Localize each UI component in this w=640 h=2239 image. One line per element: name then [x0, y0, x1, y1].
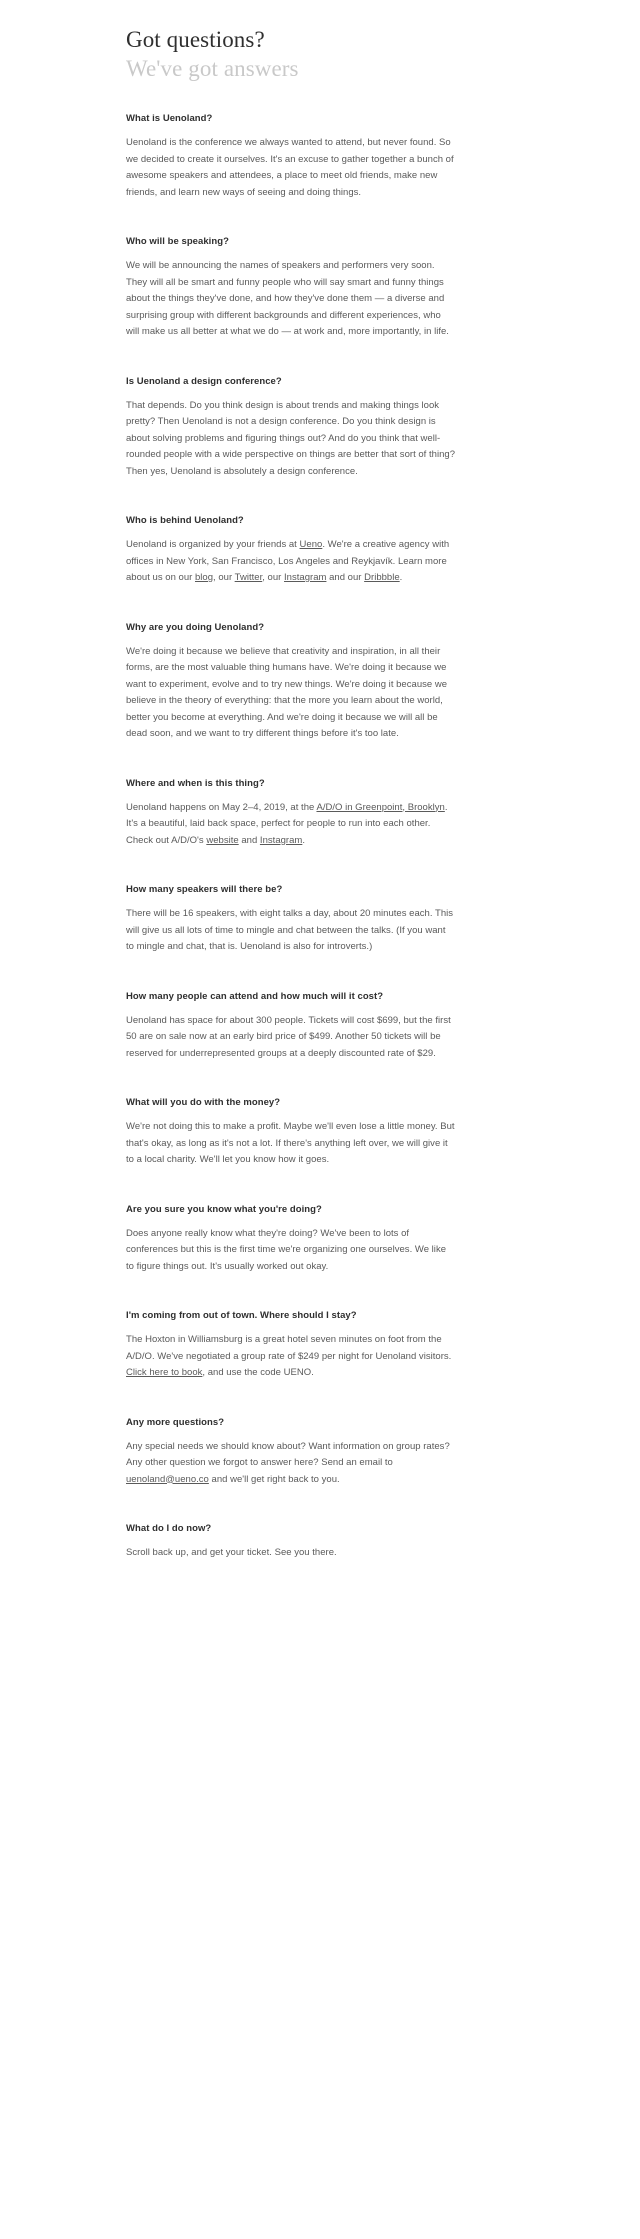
faq-item: [126, 1416, 456, 1489]
faq-item: [126, 112, 456, 201]
faq-answer-text: . It's a beautiful, laid back space, perfect for people to run into each other. Check out A/D/O's: [126, 801, 448, 846]
faq-answer: That depends. Do you think design is about trends and making things look pretty? Then Uenoland is not a design conference. Do you think design is about solving problems and figuring things out? And do you think that well-rounded people with a wide perspective on things are better that sort of thing? Then yes, Uenoland is absolutely a design conference.: [126, 399, 456, 477]
faq-answer-text: . We're a creative agency with offices in New York, San Francisco, Los Angeles and Reykjavík. Learn more about us on our: [126, 539, 450, 583]
page-title: Got questions?: [126, 27, 265, 52]
faq-item: [126, 514, 456, 587]
faq-item: [126, 1522, 456, 1562]
faq-question: Is Uenoland a design conference?: [126, 375, 282, 387]
faq-item: [126, 235, 456, 341]
faq-question: What will you do with the money?: [126, 1097, 281, 1108]
faq-item: [126, 883, 456, 956]
faq-answer-text: Uenoland is organized by your friends at: [126, 539, 300, 550]
faq-question: Why are you doing Uenoland?: [126, 621, 265, 633]
faq-question: How many speakers will there be?: [126, 884, 283, 895]
faq-item: [126, 1096, 456, 1169]
faq-answer-link[interactable]: Instagram: [259, 834, 303, 846]
faq-answer-link[interactable]: uenoland@ueno.co: [126, 1473, 209, 1485]
faq-question: Who is behind Uenoland?: [126, 515, 244, 526]
faq-answer: [126, 1439, 456, 1489]
faq-answer-text: and we'll get right back to you.: [208, 1473, 340, 1485]
faq-answer: Uenoland is the conference we always wanted to attend, but never found. So we decided to create it ourselves. It's an excuse to gather together a bunch of awesome speakers and attendees, a place to meet old friends, make new friends, and learn new ways of seeing and doing things.: [126, 137, 454, 198]
faq-answer-link[interactable]: blog: [194, 572, 214, 583]
faq-item: [126, 777, 456, 850]
faq-item: [126, 1203, 456, 1276]
faq-question: Any more questions?: [126, 1416, 225, 1428]
faq-answer-link[interactable]: Dribbble: [364, 572, 400, 583]
faq-answer-text: Any special needs we should know about? Want information on group rates? Any other question we forgot to answer here? Send an email to: [126, 1440, 450, 1468]
faq-answer: Uenoland has space for about 300 people. Tickets will cost $699, but the first 50 are on sale now at an early bird price of $499. Another 50 tickets will be reserved for underrepresented groups at a deeply discounted rate of $29.: [126, 1014, 451, 1059]
faq-answer: Does anyone really know what they're doing? We've been to lots of conferences but this is the first time we're organizing one ourselves. We like to figure things out. It's usually worked out okay.: [126, 1227, 447, 1272]
faq-question: How many people can attend and how much will it cost?: [126, 990, 384, 1002]
faq-question: Where and when is this thing?: [126, 777, 265, 789]
faq-answer-text: , our: [213, 572, 235, 583]
faq-answer: Scroll back up, and get your ticket. See you there.: [126, 1547, 337, 1558]
faq-question: What do I do now?: [126, 1523, 212, 1534]
faq-answer-text: and: [238, 834, 260, 846]
faq-answer-text: The Hoxton in Williamsburg is a great hotel seven minutes on foot from the A/D/O. We've negotiated a group rate of $249 per night for Uenoland visitors.: [126, 1334, 452, 1362]
faq-question: I'm coming from out of town. Where should I stay?: [126, 1310, 357, 1321]
faq-question: What is Uenoland?: [126, 113, 213, 124]
faq-answer-text: , and use the code UENO.: [202, 1367, 314, 1378]
faq-item: [126, 375, 456, 481]
faq-question: Who will be speaking?: [126, 236, 229, 247]
faq-answer: We're not doing this to make a profit. Maybe we'll even lose a little money. But that's okay, as long as it's not a lot. If there's anything left over, we will give it to a local charity. We'll let you know how it goes.: [126, 1121, 455, 1165]
faq-item: [126, 621, 456, 743]
content-column: [126, 26, 456, 1562]
faq-answer-link[interactable]: website: [206, 834, 239, 846]
faq-answer-text: , our: [262, 572, 285, 583]
faq-answer-link[interactable]: A/D/O in Greenpoint, Brooklyn: [316, 801, 445, 813]
faq-answer-link[interactable]: Instagram: [284, 572, 327, 583]
faq-answer-link[interactable]: Ueno: [299, 539, 323, 550]
faq-answer-text: and our: [326, 572, 365, 583]
faq-answer-text: .: [302, 834, 306, 846]
faq-answer: [126, 537, 456, 587]
faq-answer-link[interactable]: Twitter: [234, 572, 263, 583]
faq-item: [126, 990, 456, 1063]
faq-question: Are you sure you know what you're doing?: [126, 1203, 322, 1215]
faq-answer: [126, 1332, 456, 1382]
faq-answer: We're doing it because we believe that creativity and inspiration, in all their forms, are the most valuable thing humans have. We're doing it because we want to experiment, evolve and to try new things. We're doing it because we believe in the theory of everything: that the more you learn about the world, better you become at everything. And we're doing it because we will all be dead soon, and we want to try different things before it's too late.: [126, 645, 448, 739]
faq-answer: There will be 16 speakers, with eight talks a day, about 20 minutes each. This will give us all lots of time to mingle and chat between the talks. (If you want to mingle and chat, that is. Uenoland is also for introverts.): [126, 908, 454, 952]
faq-answer-link[interactable]: Click here to book: [126, 1367, 203, 1378]
faq-list: [126, 112, 456, 1562]
faq-item: [126, 1309, 456, 1382]
faq-answer-text: .: [399, 572, 403, 583]
faq-answer: We will be announcing the names of speakers and performers very soon. They will all be smart and funny people who will say smart and funny things about the things they've done, and how they've done them — a diverse and surprising group with different backgrounds and different experiences, who will make us all better at what we do — at work and, more importantly, in life.: [126, 260, 449, 337]
faq-answer: [126, 800, 456, 850]
page-subtitle: We've got answers: [126, 56, 299, 81]
page-heading: [126, 26, 456, 82]
faq-answer-text: Uenoland happens on May 2–4, 2019, at the: [126, 801, 317, 813]
